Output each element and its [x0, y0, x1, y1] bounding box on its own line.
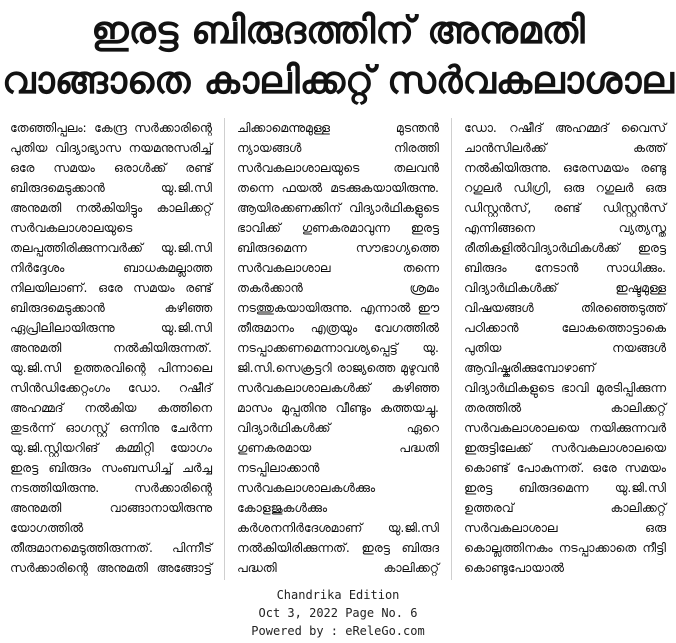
headline-line-2: വാങ്ങാതെ കാലിക്കറ്റ് സർവകലാശാല — [2, 58, 674, 102]
column-divider — [451, 118, 452, 580]
headline-line-1: ഇരട്ട ബിരുദത്തിന് അനുമതി — [91, 8, 585, 52]
article-column-1: തേഞ്ഞിപ്പലം: കേന്ദ്ര സർക്കാരിന്റെ പുതിയ വിദ്യാഭ്യാസ നയമനുസരിച്ച് ഒരേ സമയം ഒരാൾക്ക് രണ്ട് ബിരുദമെടുക്കാൻ യു.ജി.സി അനുമതി നൽകിയിട്ടും കാലിക്കറ്റ് സർവകലാശാലയുടെ തലപ്പത്തിരിക്കുന്നവർക്ക് യു.ജി.സി നിർദ്ദേശം ബാധകമല്ലാത്ത നിലയിലാണ്. ഒരേ സമയം രണ്ട് ബിരുദമെടുക്കാൻ കഴിഞ്ഞ ഏപ്രിലിലായിരുന്നു യു.ജി.സി അനുമതി നൽകിയിരുന്നത്. യു.ജി.സി ഉത്തരവിന്റെ പിന്നാലെ സിൻഡിക്കേറ്റംഗം ഡോ. റഷീദ് അഹമ്മദ് നൽകിയ കത്തിനെ തുടർന്ന് ഓഗസ്റ്റ് ഒന്നിനു ചേർന്ന യു.ജി.സ്റ്റിയറിങ് കമ്മിറ്റി യോഗം ഇരട്ട ബിരുദം സംബന്ധിച്ച് ചർച്ച നടത്തിയിരുന്നു. സർക്കാരിന്റെ അനുമതി വാങ്ങാനായിരുന്നു യോഗത്തിൽ തീരുമാനമെടുത്തിരുന്നത്. പിന്നീട് സർക്കാരിന്റെ അനുമതി അങ്ങോട്ട് — [10, 120, 212, 575]
edition-footer — [0, 586, 676, 643]
edition-date-page: Oct 3, 2022 Page No. 6 — [258, 606, 418, 620]
article-column-2: ചിക്കാമെന്നുമുള്ള മുടന്തൻ ന്യായങ്ങൾ നിരത്തി സർവകലാശാലയുടെ തലവൻ തന്നെ ഫയൽ മടക്കുകയായിരുന്നു. ആയിരക്കണക്കിന് വിദ്യാർഥികളുടെ ഭാവിക്ക് ഗുണകരമാവുന്ന ഇരട്ട ബിരുദമെന്ന സൗഭാഗ്യത്തെ സർവകലാശാല തന്നെ തകർക്കാൻ ശ്രമം നടത്തുകയായിരുന്നു. എന്നാൽ ഈ തീരുമാനം എത്രയും വേഗത്തിൽ നടപ്പാക്കണമെന്നാവശ്യപ്പെട്ട് യു. ജി.സി.സെക്രട്ടറി രാജ്യത്തെ മുഴുവൻ സർവകലാശാലകൾക്ക് കഴിഞ്ഞ മാസം മുപ്പതിനു വീണ്ടും കത്തയച്ചു. വിദ്യാർഥികൾക്ക് ഏറെ ഗുണകരമായ പദ്ധതി നടപ്പിലാക്കാൻ സർവകലാശാലകൾക്കും കോളജുകൾക്കും കർശനനിർദേശമാണ് യു.ജി.സി നൽകിയിരിക്കുന്നത്. ഇരട്ട ബിരുദ പദ്ധതി കാലിക്കറ്റ് — [237, 120, 439, 575]
headline — [0, 6, 676, 106]
edition-name: Chandrika Edition — [276, 588, 400, 602]
article-column-3: ഡോ. റഷീദ് അഹമ്മദ് വൈസ് ചാൻസിലർക്ക് കത്ത് നൽകിയിരുന്നു. ഒരേസമയം രണ്ടു റഗുലർ ഡിഗ്രി, ഒരു റഗുലർ ഒരു ഡിസ്റ്റൻസ്, രണ്ട് ഡിസ്റ്റൻസ് എന്നിങ്ങനെ വ്യത്യസ്ത രീതികളിൽവിദ്യാർഥികൾക്ക് ഇരട്ട ബിരുദം നേടാൻ സാധിക്കും. വിദ്യാർഥികൾക്ക് ഇഷ്ടമുള്ള വിഷയങ്ങൾ തിരഞ്ഞെടുത്ത് പഠിക്കാൻ ലോകത്തൊട്ടാകെ പുതിയ നയങ്ങൾ ആവിഷ്കരിക്കുമ്പോഴാണ് വിദ്യാർഥികളുടെ ഭാവി മുരടിപ്പിക്കുന്ന തരത്തിൽ കാലിക്കറ്റ് സർവകലാശാലയെ നയിക്കുന്നവർ ഇരുട്ടിലേക്ക് സർവകലാശാലയെ കൊണ്ട് പോകുന്നത്. ഒരേ സമയം ഇരട്ട ബിരുദമെന്ന യു.ജി.സി ഉത്തരവ് കാലിക്കറ്റ് സർവകലാശാല ഒരു കൊല്ലത്തിനകം നടപ്പാക്കാതെ നീട്ടി കൊണ്ടുപോയാൽ — [464, 120, 666, 575]
powered-by-text: Powered by : eReleGo.com — [251, 624, 425, 638]
article-body — [8, 118, 668, 580]
column-divider — [224, 118, 225, 580]
